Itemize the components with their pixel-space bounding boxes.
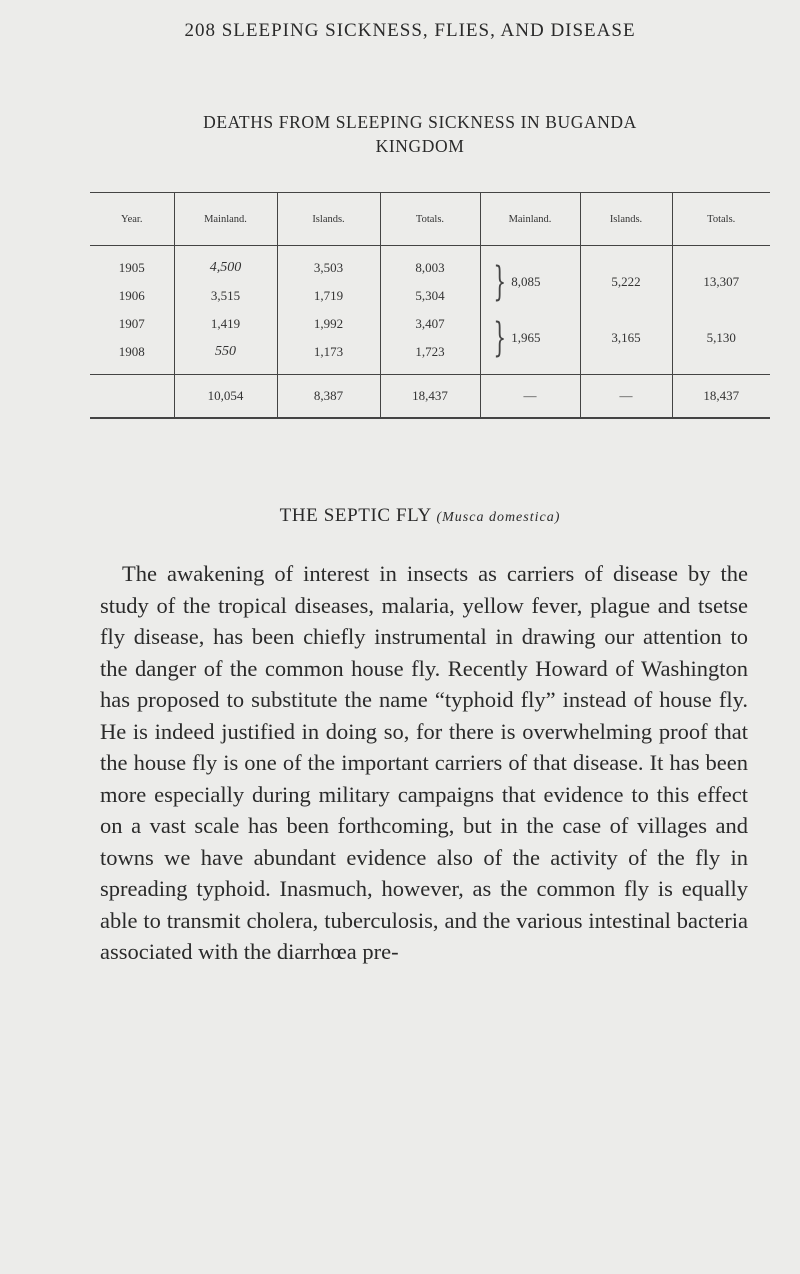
- brace-icon: }: [492, 315, 506, 361]
- cell-year: 1905: [118, 260, 145, 275]
- cell-total-islands: 8,387: [277, 375, 380, 419]
- paragraph: The awakening of interest in insects as carriers of disease by the study of the tropical diseases, malaria, yellow fever, plague and tsetse fly disease, has been chiefly instrumental in drawing our attention to the danger of the common house fly. Recently Howard of Washington has proposed to substitute the name “typhoid fly” instead of house fly. He is indeed justified in doing so, for there is overwhelming proof that the house fly is one of the important carriers of that disease. It has been more especially during military campaigns that evidence to this effect on a vast scale has been forthcoming, but in the case of villages and towns we have abundant evidence also of the activity of the fly in spreading typhoid. Inasmuch, however, as the common fly is equally able to transmit cholera, tuberculosis, and the various intestinal bacteria associated with the diarrhœa pre-: [100, 561, 748, 964]
- brace-icon: }: [492, 259, 506, 305]
- cell-mainland: 4,500: [174, 254, 277, 282]
- col-header-group-islands: Islands.: [580, 193, 672, 246]
- table-header-row: [90, 193, 770, 246]
- col-header-totals: Totals.: [380, 193, 480, 246]
- col-header-group-totals: Totals.: [672, 193, 770, 246]
- section-title-text: THE SEPTIC FLY: [279, 505, 432, 526]
- section-subtitle: (Musca domestica): [436, 510, 561, 525]
- col-header-mainland: Mainland.: [174, 193, 277, 246]
- table-title-line2: KINGDOM: [375, 136, 465, 156]
- cell-group-islands: 5,222: [580, 254, 672, 310]
- cell-total-mainland: 10,054: [174, 375, 277, 419]
- body-text: [100, 558, 748, 968]
- cell-mainland: 550: [174, 338, 277, 366]
- cell-totals: 1,723: [380, 338, 480, 366]
- table-title: [60, 110, 780, 158]
- table-row: [90, 254, 770, 282]
- cell-total-totals: 18,437: [380, 375, 480, 419]
- cell-group-mainland: } 1,965: [480, 310, 580, 366]
- deaths-table: [90, 192, 770, 419]
- cell-mainland: 1,419: [174, 310, 277, 338]
- cell-total-group-totals: 18,437: [672, 375, 770, 419]
- cell-group-totals: 13,307: [672, 254, 770, 310]
- cell-total-group-mainland: —: [480, 375, 580, 419]
- cell-islands: 1,719: [277, 282, 380, 310]
- col-header-group-mainland: Mainland.: [480, 193, 580, 246]
- cell-mainland: 3,515: [174, 282, 277, 310]
- cell-islands: 1,173: [277, 338, 380, 366]
- col-header-year: Year.: [90, 193, 174, 246]
- cell-totals: 5,304: [380, 282, 480, 310]
- cell-total-group-islands: —: [580, 375, 672, 419]
- cell-totals: 3,407: [380, 310, 480, 338]
- section-title: [60, 505, 780, 527]
- cell-islands: 1,992: [277, 310, 380, 338]
- cell-year: [90, 375, 174, 419]
- cell-year: 1906: [118, 288, 145, 303]
- cell-group-totals: 5,130: [672, 310, 770, 366]
- cell-year: 1907: [118, 316, 145, 331]
- cell-totals: 8,003: [380, 254, 480, 282]
- col-header-islands: Islands.: [277, 193, 380, 246]
- table-row: [90, 310, 770, 338]
- cell-year: 1908: [118, 344, 145, 359]
- table-title-line1: DEATHS FROM SLEEPING SICKNESS IN BUGANDA: [203, 112, 637, 132]
- running-head: 208 SLEEPING SICKNESS, FLIES, AND DISEASE: [184, 20, 636, 41]
- cell-group-mainland: } 8,085: [480, 254, 580, 310]
- cell-group-islands: 3,165: [580, 310, 672, 366]
- cell-islands: 3,503: [277, 254, 380, 282]
- table-total-row: [90, 375, 770, 419]
